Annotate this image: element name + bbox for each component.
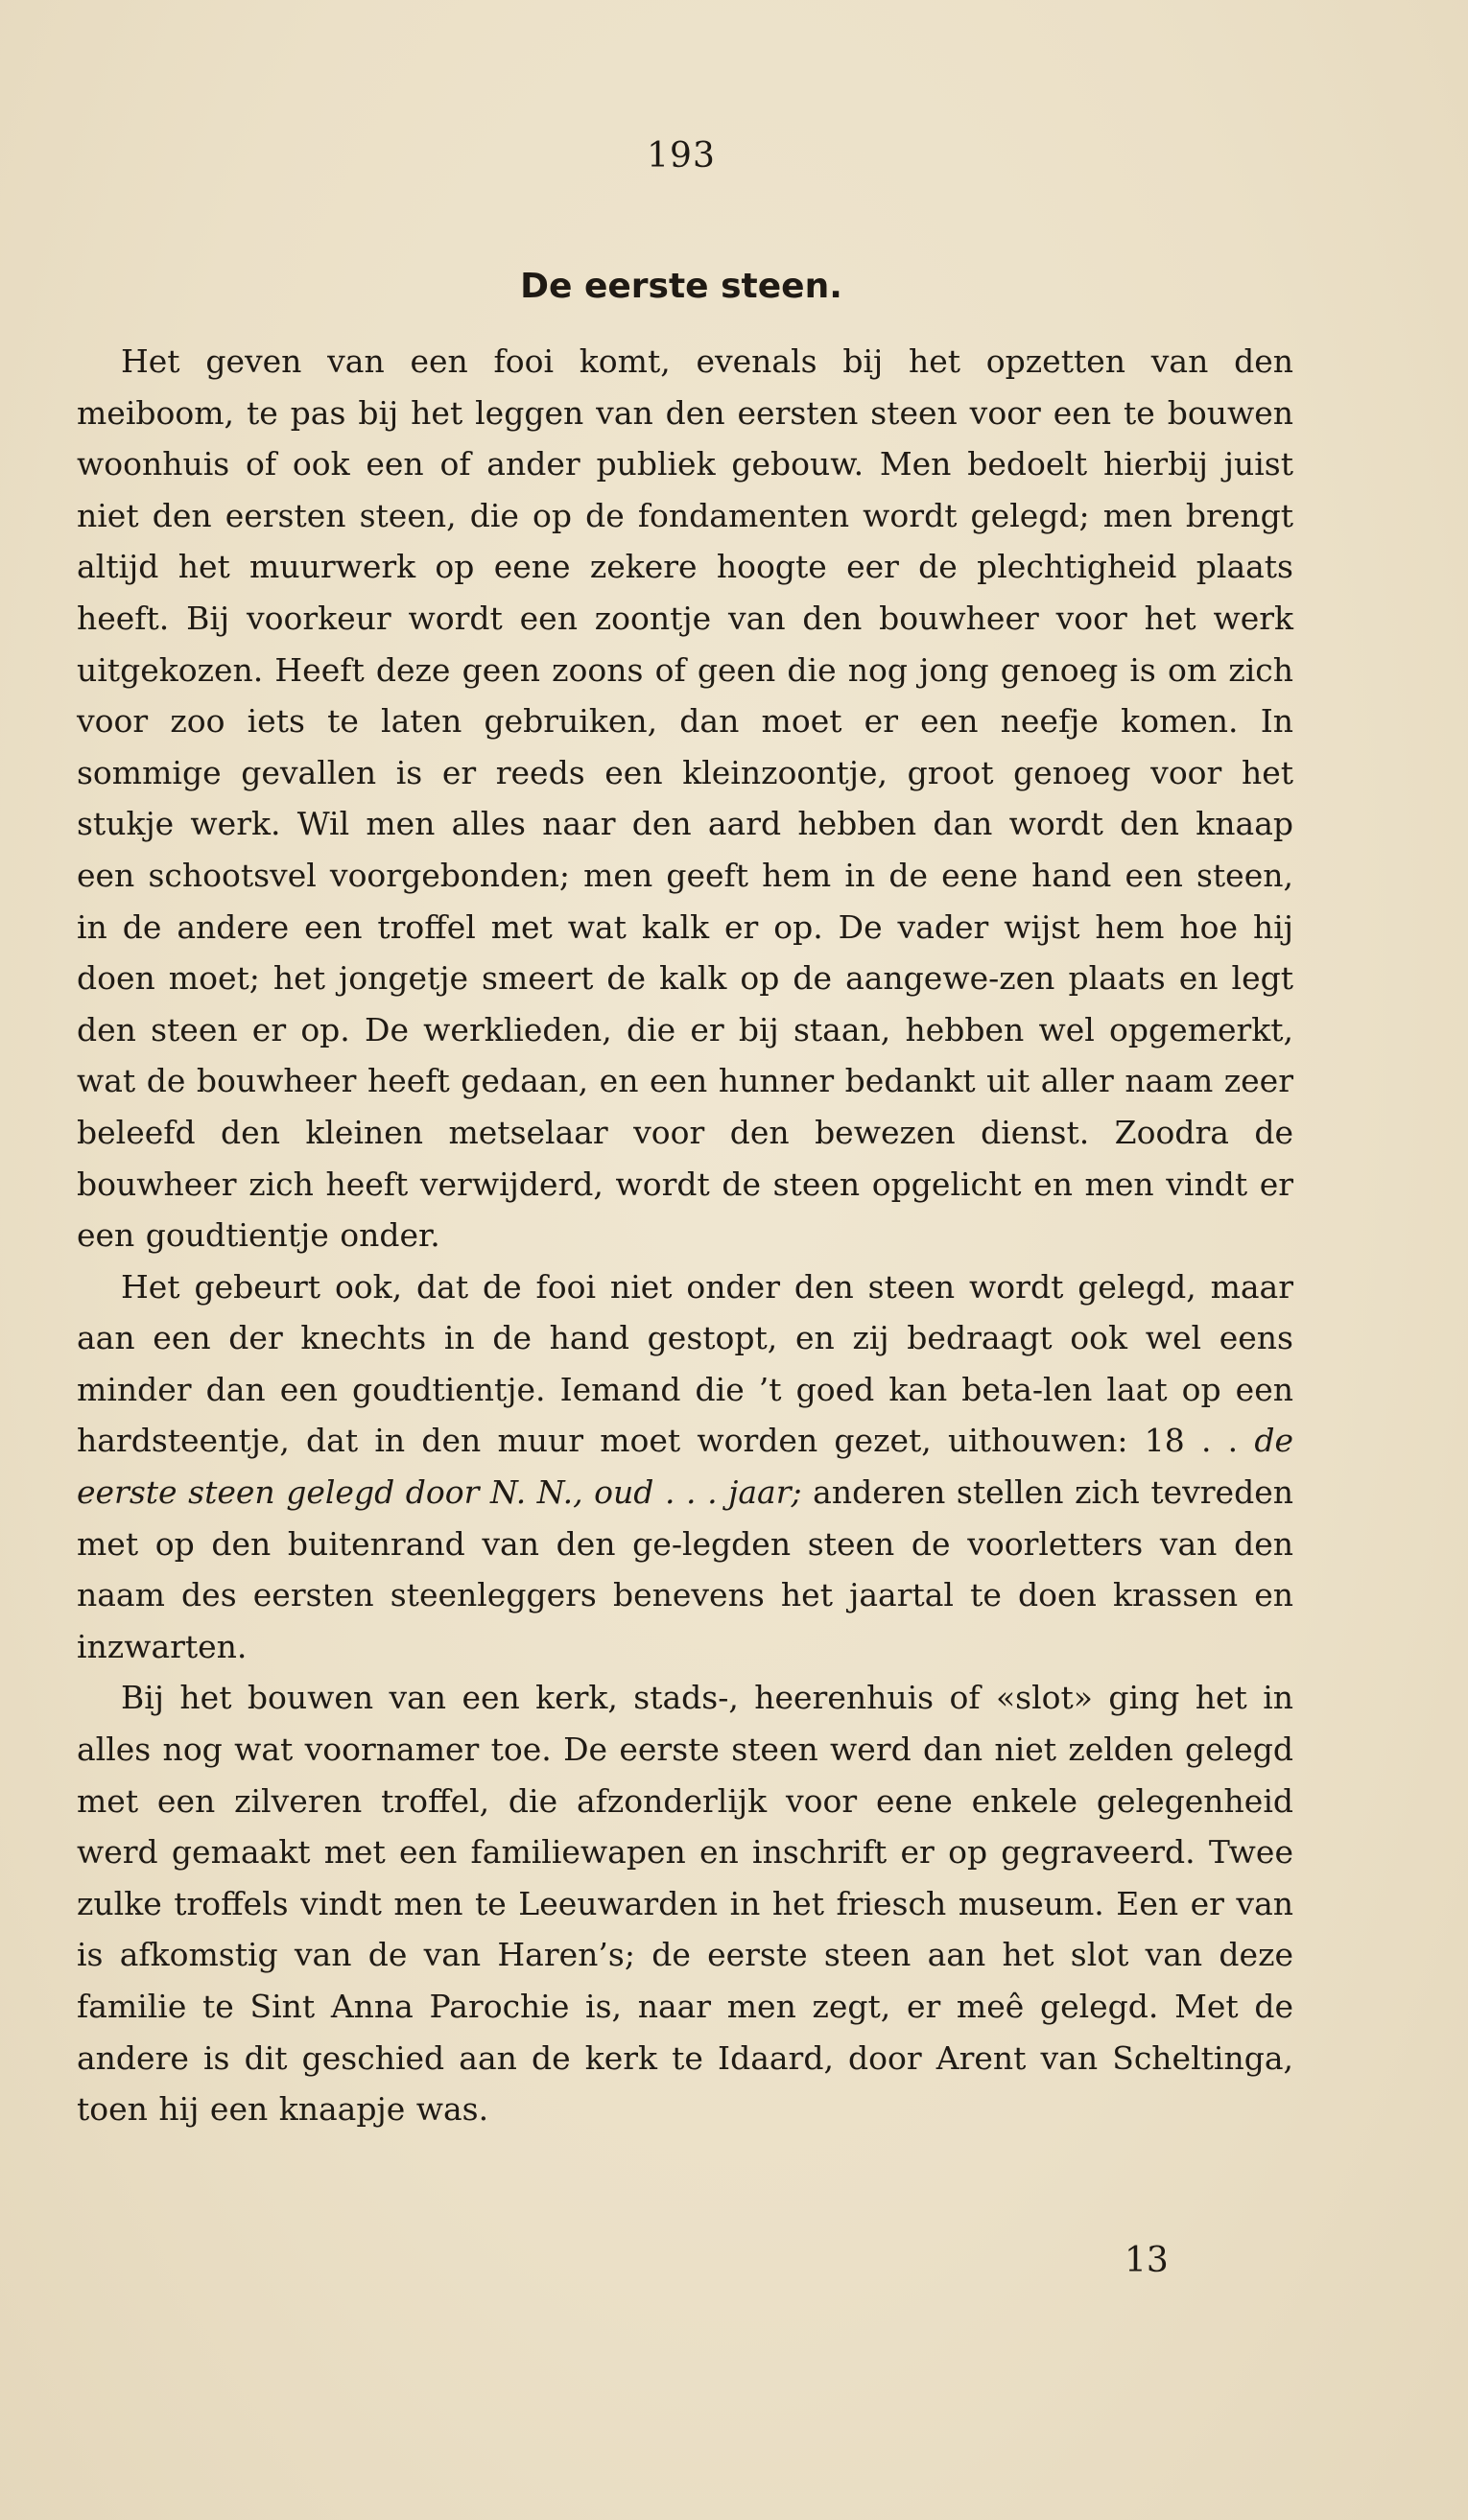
paragraph-1: Het geven van een fooi komt, evenals bij het opzetten van den meiboom, te pas bij het leggen van den eersten steen voor een te bouwen woonhuis of ook een of ander publiek gebouw. Men bedoelt hierbij juist niet den eersten steen, die op de fondamenten wordt gelegd; men brengt altijd het muurwerk op eene zekere hoogte eer de plechtigheid plaats heeft. Bij voorkeur wordt een zoontje van den bouwheer voor het werk uitgekozen. Heeft deze geen zoons of geen die nog jong genoeg is om zich voor zoo iets te laten gebruiken, dan moet er een neefje komen. In sommige gevallen is er reeds een kleinzoontje, groot genoeg voor het stukje werk. Wil men alles naar den aard hebben dan wordt den knaap een schootsvel voorgebonden; men geeft hem in de eene hand een steen, in de andere een troffel met wat kalk er op. De vader wijst hem hoe hij doen moet; het jongetje smeert de kalk op de aangewe-zen plaats en legt den steen er op. De werklieden, die er bij staan, hebben wel opgemerkt, wat de bouwheer heeft gedaan, en een hunner bedankt uit aller naam zeer beleefd den kleinen metselaar voor den bewezen dienst. Zoodra de bouwheer zich heeft verwijderd, wordt de steen opgelicht en men vindt er een goudtientje onder. (77, 342, 1293, 1255)
chapter-title: De eerste steen. (520, 267, 842, 306)
inscription-text: de eerste steen gelegd door N. N., oud . . . jaar; (77, 1422, 1293, 1512)
signature-mark: 13 (1125, 2241, 1169, 2280)
body-text (77, 336, 1293, 2135)
paragraph-2 (77, 1261, 1293, 1673)
page-number: 193 (647, 136, 716, 176)
paragraph-3: Bij het bouwen van een kerk, stads-, heerenhuis of «slot» ging het in alles nog wat voornamer toe. De eerste steen werd dan niet zelden gelegd met een zilveren troffel, die afzonderlijk voor eene enkele gelegenheid werd gemaakt met een familiewapen en inschrift er op gegraveerd. Twee zulke troffels vindt men te Leeuwarden in het friesch museum. Een er van is afkomstig van de van Haren’s; de eerste steen aan het slot van deze familie te Sint Anna Parochie is, naar men zegt, er meê gelegd. Met de andere is dit geschied aan de kerk te Idaard, door Arent van Scheltinga, toen hij een knaapje was. (77, 1679, 1293, 2129)
paragraph-2-after: anderen stellen zich tevreden met op den buitenrand van den ge-legden steen de voorletters van den naam des eersten steenleggers benevens het jaartal te doen krassen en inzwarten. (77, 1473, 1293, 1665)
paragraph-2-before: Het gebeurt ook, dat de fooi niet onder den steen wordt gelegd, maar aan een der knechts in de hand gestopt, en zij bedraagt ook wel eens minder dan een goudtientje. Iemand die ’t goed kan beta-len laat op een hardsteentje, dat in den muur moet worden gezet, uithouwen: 18 . . (77, 1267, 1293, 1460)
